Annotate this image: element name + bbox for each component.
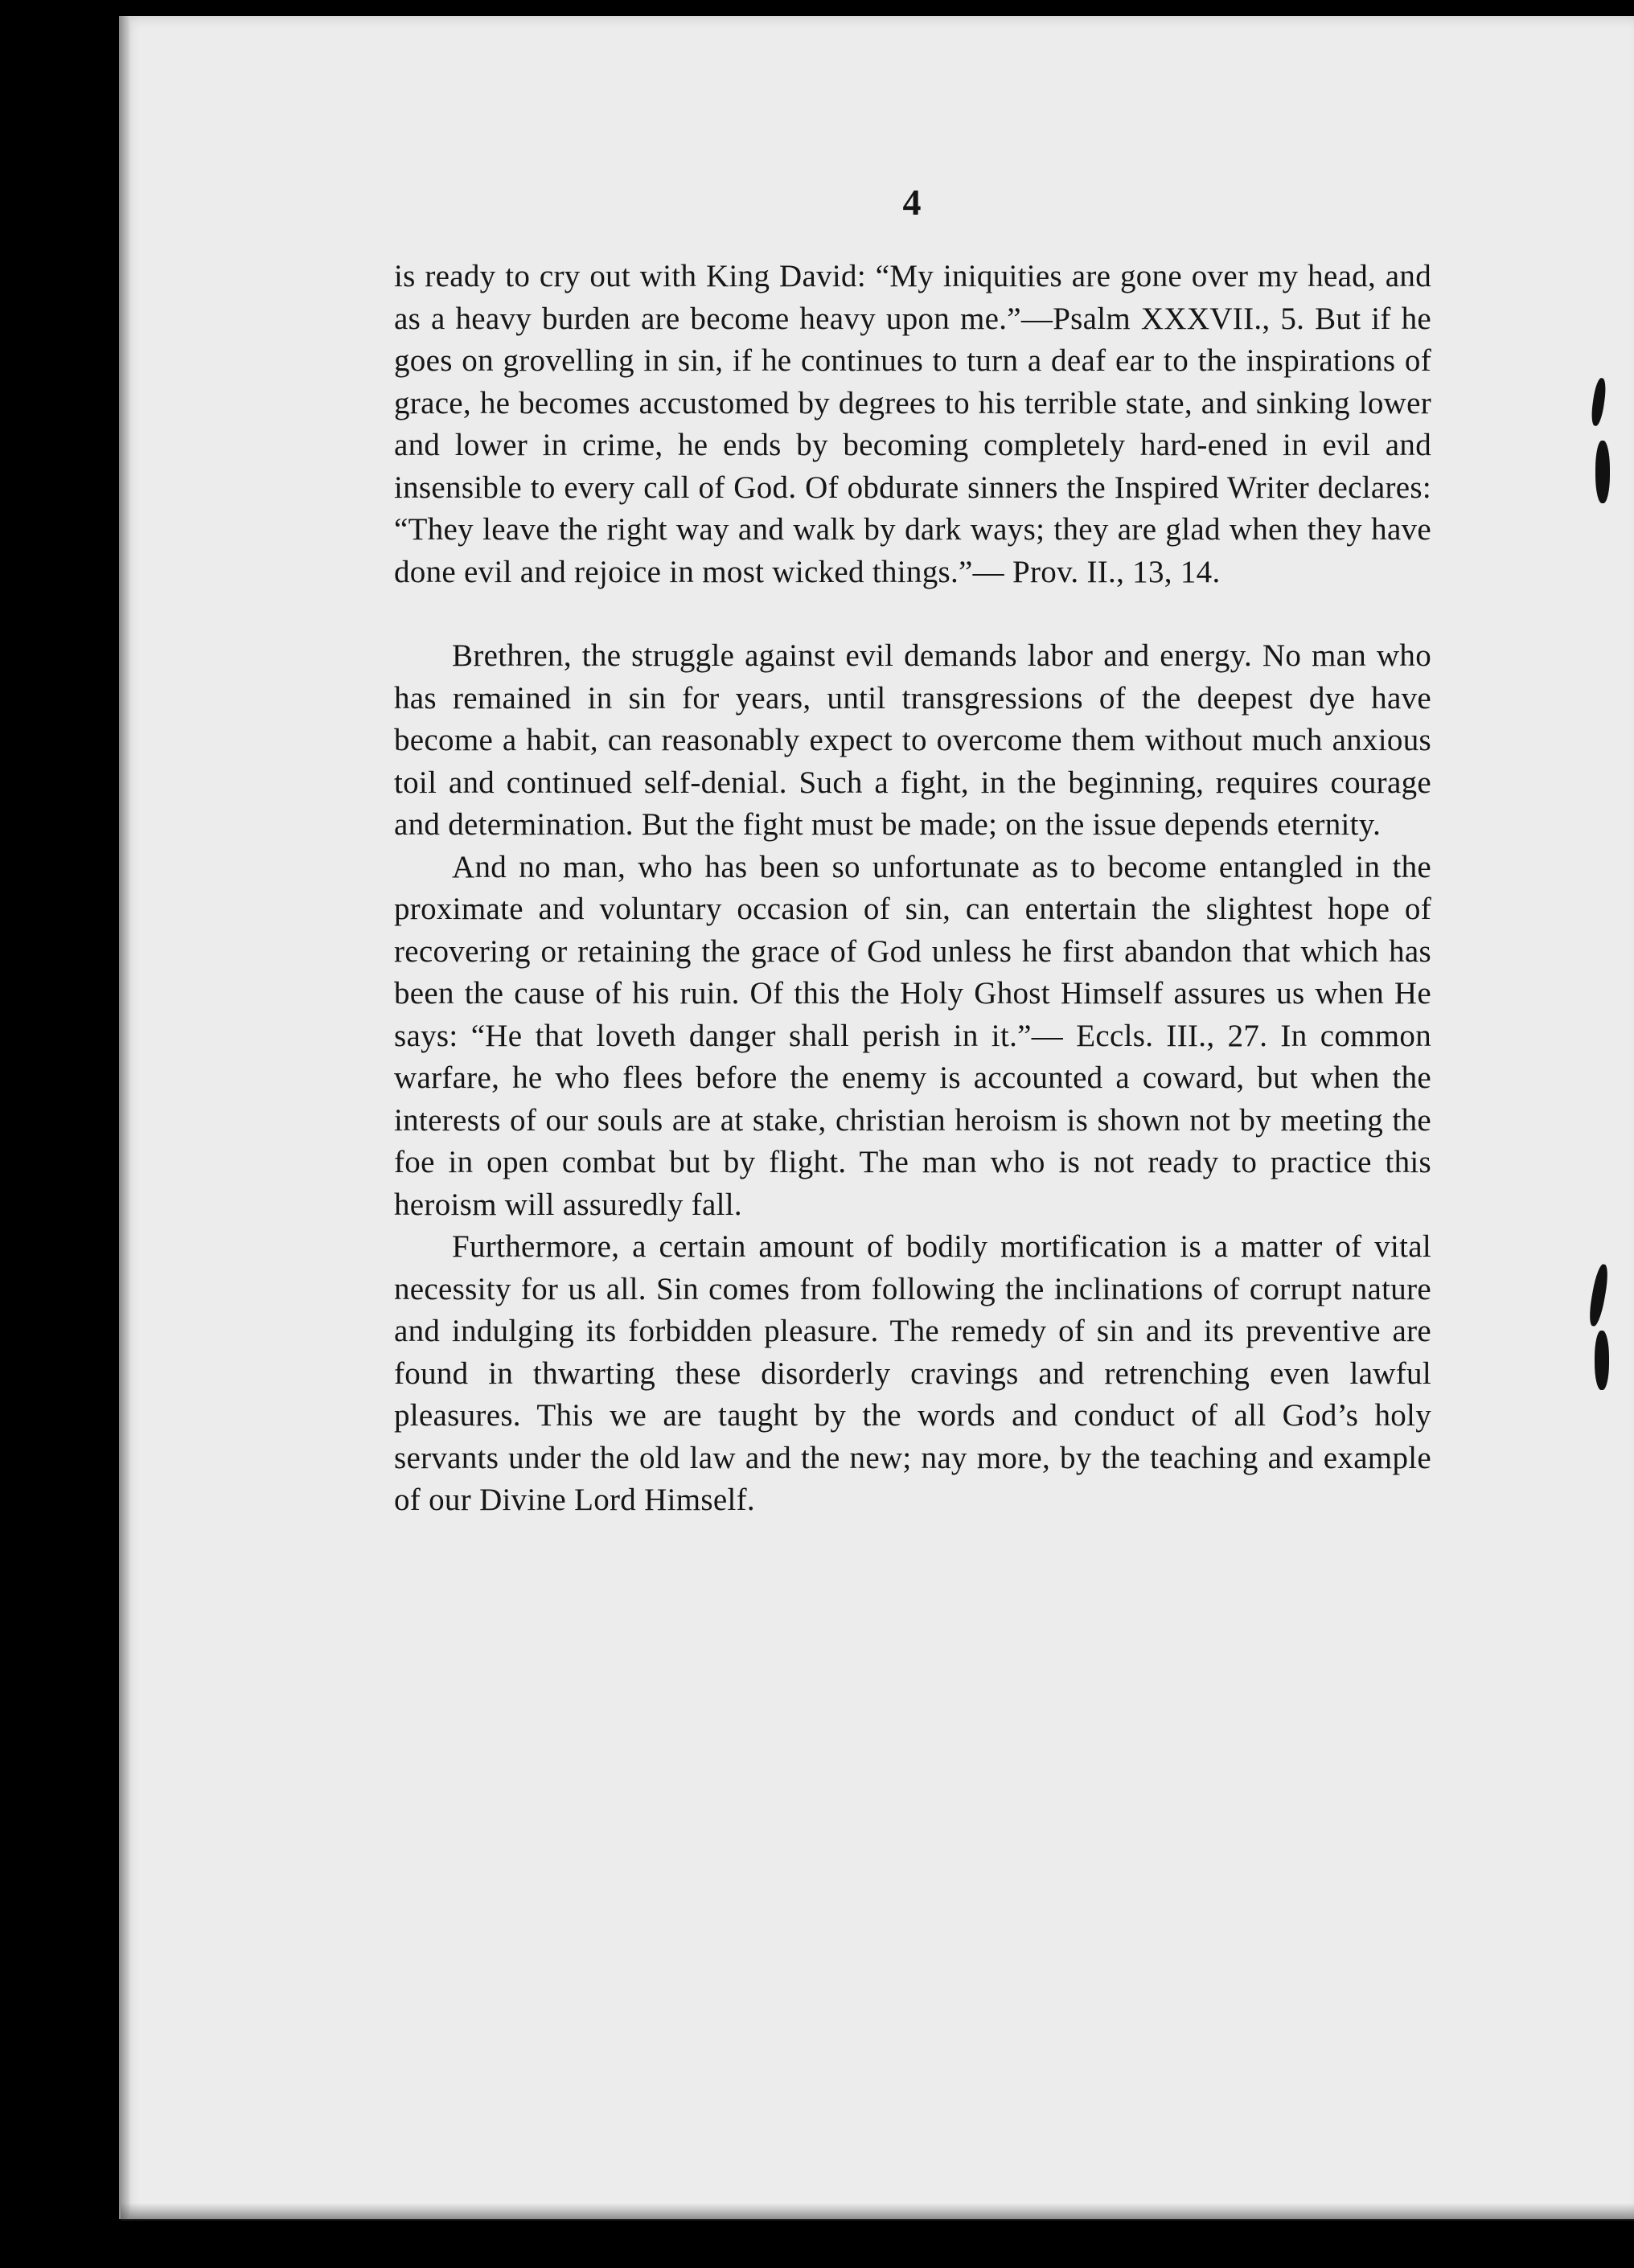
paragraph-2: Brethren, the struggle against evil demands labor and energy. No man who has remained in sin for years, until transgressions of the deepest dye have become a habit, can reasonably expect to overcome them without much anxious toil and continued self-denial. Such a fight, in the beginning, requires courage and determination. But the fight must be made; on the issue depends eternity. [394, 638, 1431, 842]
paragraph-4: Furthermore, a certain amount of bodily mortification is a matter of vital necessity for us all. Sin comes from following the inclinations of corrupt nature and indulging its forbidden pleasure. The remedy of sin and its preventive are found in thwarting these disorderly cravings and retrenching even lawful pleasures. This we are taught by the words and conduct of all God’s holy servants under the old law and the new; nay more, by the teaching and example of our Divine Lord Himself. [394, 1229, 1431, 1517]
scan-mark-4 [1595, 1331, 1609, 1390]
page-bottom-shadow [121, 2203, 1634, 2221]
paragraph-3: And no man, who has been so unfortunate as to become entangled in the proximate and voluntary occasion of sin, can entertain the slightest hope of recovering or retaining the grace of God unless he first abandon that which has been the cause of his ruin. Of this the Holy Ghost Himself assures us when He says: “He that loveth danger shall perish in it.”— Eccls. III., 27. In common warfare, he who flees before the enemy is accounted a coward, but when the interests of our souls are at stake, christian heroism is shown not by meeting the foe in open combat but by flight. The man who is not ready to practice this heroism will assuredly fall. [394, 849, 1431, 1222]
page-number: 4 [902, 182, 922, 223]
scan-mark-2 [1595, 441, 1610, 503]
page-binding-edge [119, 16, 130, 2219]
paragraph-1: is ready to cry out with King David: “My iniquities are gone over my head, and as a heavy burden are become heavy upon me.”—Psalm XXXVII., 5. But if he goes on grovelling in sin, if he continues to turn a deaf ear to the inspirations of grace, he becomes accustomed by degrees to his terrible state, and sinking lower and lower in crime, he ends by becoming completely hard-ened in evil and insensible to every call of God. Of obdurate sinners the Inspired Writer declares: “They leave the right way and walk by dark ways; they are glad when they have done evil and rejoice in most wicked things.”— Prov. II., 13, 14. [394, 259, 1431, 589]
body-text [394, 256, 1431, 1522]
